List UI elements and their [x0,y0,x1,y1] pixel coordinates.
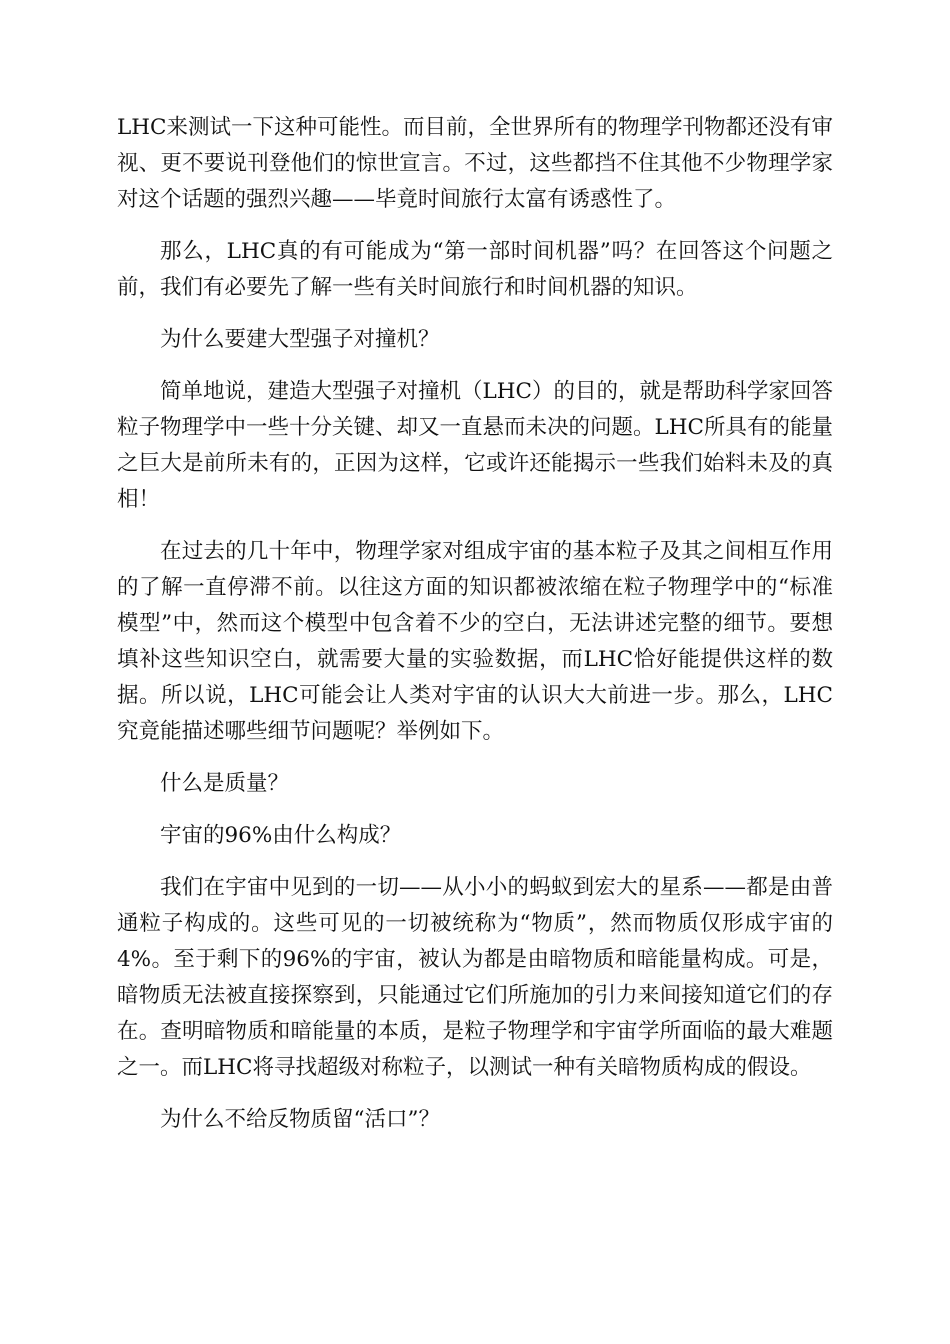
paragraph-lhc-purpose: 简单地说，建造大型强子对撞机（LHC）的目的，就是帮助科学家回答粒子物理学中一些十分关键、却又一直悬而未决的问题。LHC所具有的能量之巨大是前所未有的，正因为这样，它或许还能揭示一些我们始料未及的真相！ [117,379,833,512]
article-body [117,110,833,1154]
paragraph-standard-model: 在过去的几十年中，物理学家对组成宇宙的基本粒子及其之间相互作用的了解一直停滞不前。以往这方面的知识都被浓缩在粒子物理学中的“标准模型”中，然而这个模型中包含着不少的空白，无法讲述完整的细节。要想填补这些知识空白，就需要大量的实验数据，而LHC恰好能提供这样的数据。所以说，LHC可能会让人类对宇宙的认识大大前进一步。那么，LHC究竟能描述哪些细节问题呢？举例如下。 [117,539,833,744]
paragraph-first-time-machine: 那么，LHC真的有可能成为“第一部时间机器”吗？在回答这个问题之前，我们有必要先了解一些有关时间旅行和时间机器的知识。 [117,239,833,300]
paragraph-lhc-test-possibility: LHC来测试一下这种可能性。而目前，全世界所有的物理学刊物都还没有审视、更不要说刊登他们的惊世宣言。不过，这些都挡不住其他不少物理学家对这个话题的强烈兴趣——毕竟时间旅行太富有诱惑性了。 [117,115,833,212]
section-heading-antimatter: 为什么不给反物质留“活口”？ [160,1107,440,1132]
paragraph-dark-matter: 我们在宇宙中见到的一切——从小小的蚂蚁到宏大的星系——都是由普通粒子构成的。这些可见的一切被统称为“物质”，然而物质仅形成宇宙的4%。至于剩下的96%的宇宙，被认为都是由暗物质和暗能量构成。可是，暗物质无法被直接探察到，只能通过它们所施加的引力来间接知道它们的存在。查明暗物质和暗能量的本质，是粒子物理学和宇宙学所面临的最大难题之一。而LHC将寻找超级对称粒子，以测试一种有关暗物质构成的假设。 [117,875,833,1080]
section-heading-universe-96-percent: 宇宙的96%由什么构成？ [160,823,402,848]
section-heading-why-build-lhc: 为什么要建大型强子对撞机？ [160,327,440,352]
section-heading-what-is-mass: 什么是质量？ [160,771,290,796]
